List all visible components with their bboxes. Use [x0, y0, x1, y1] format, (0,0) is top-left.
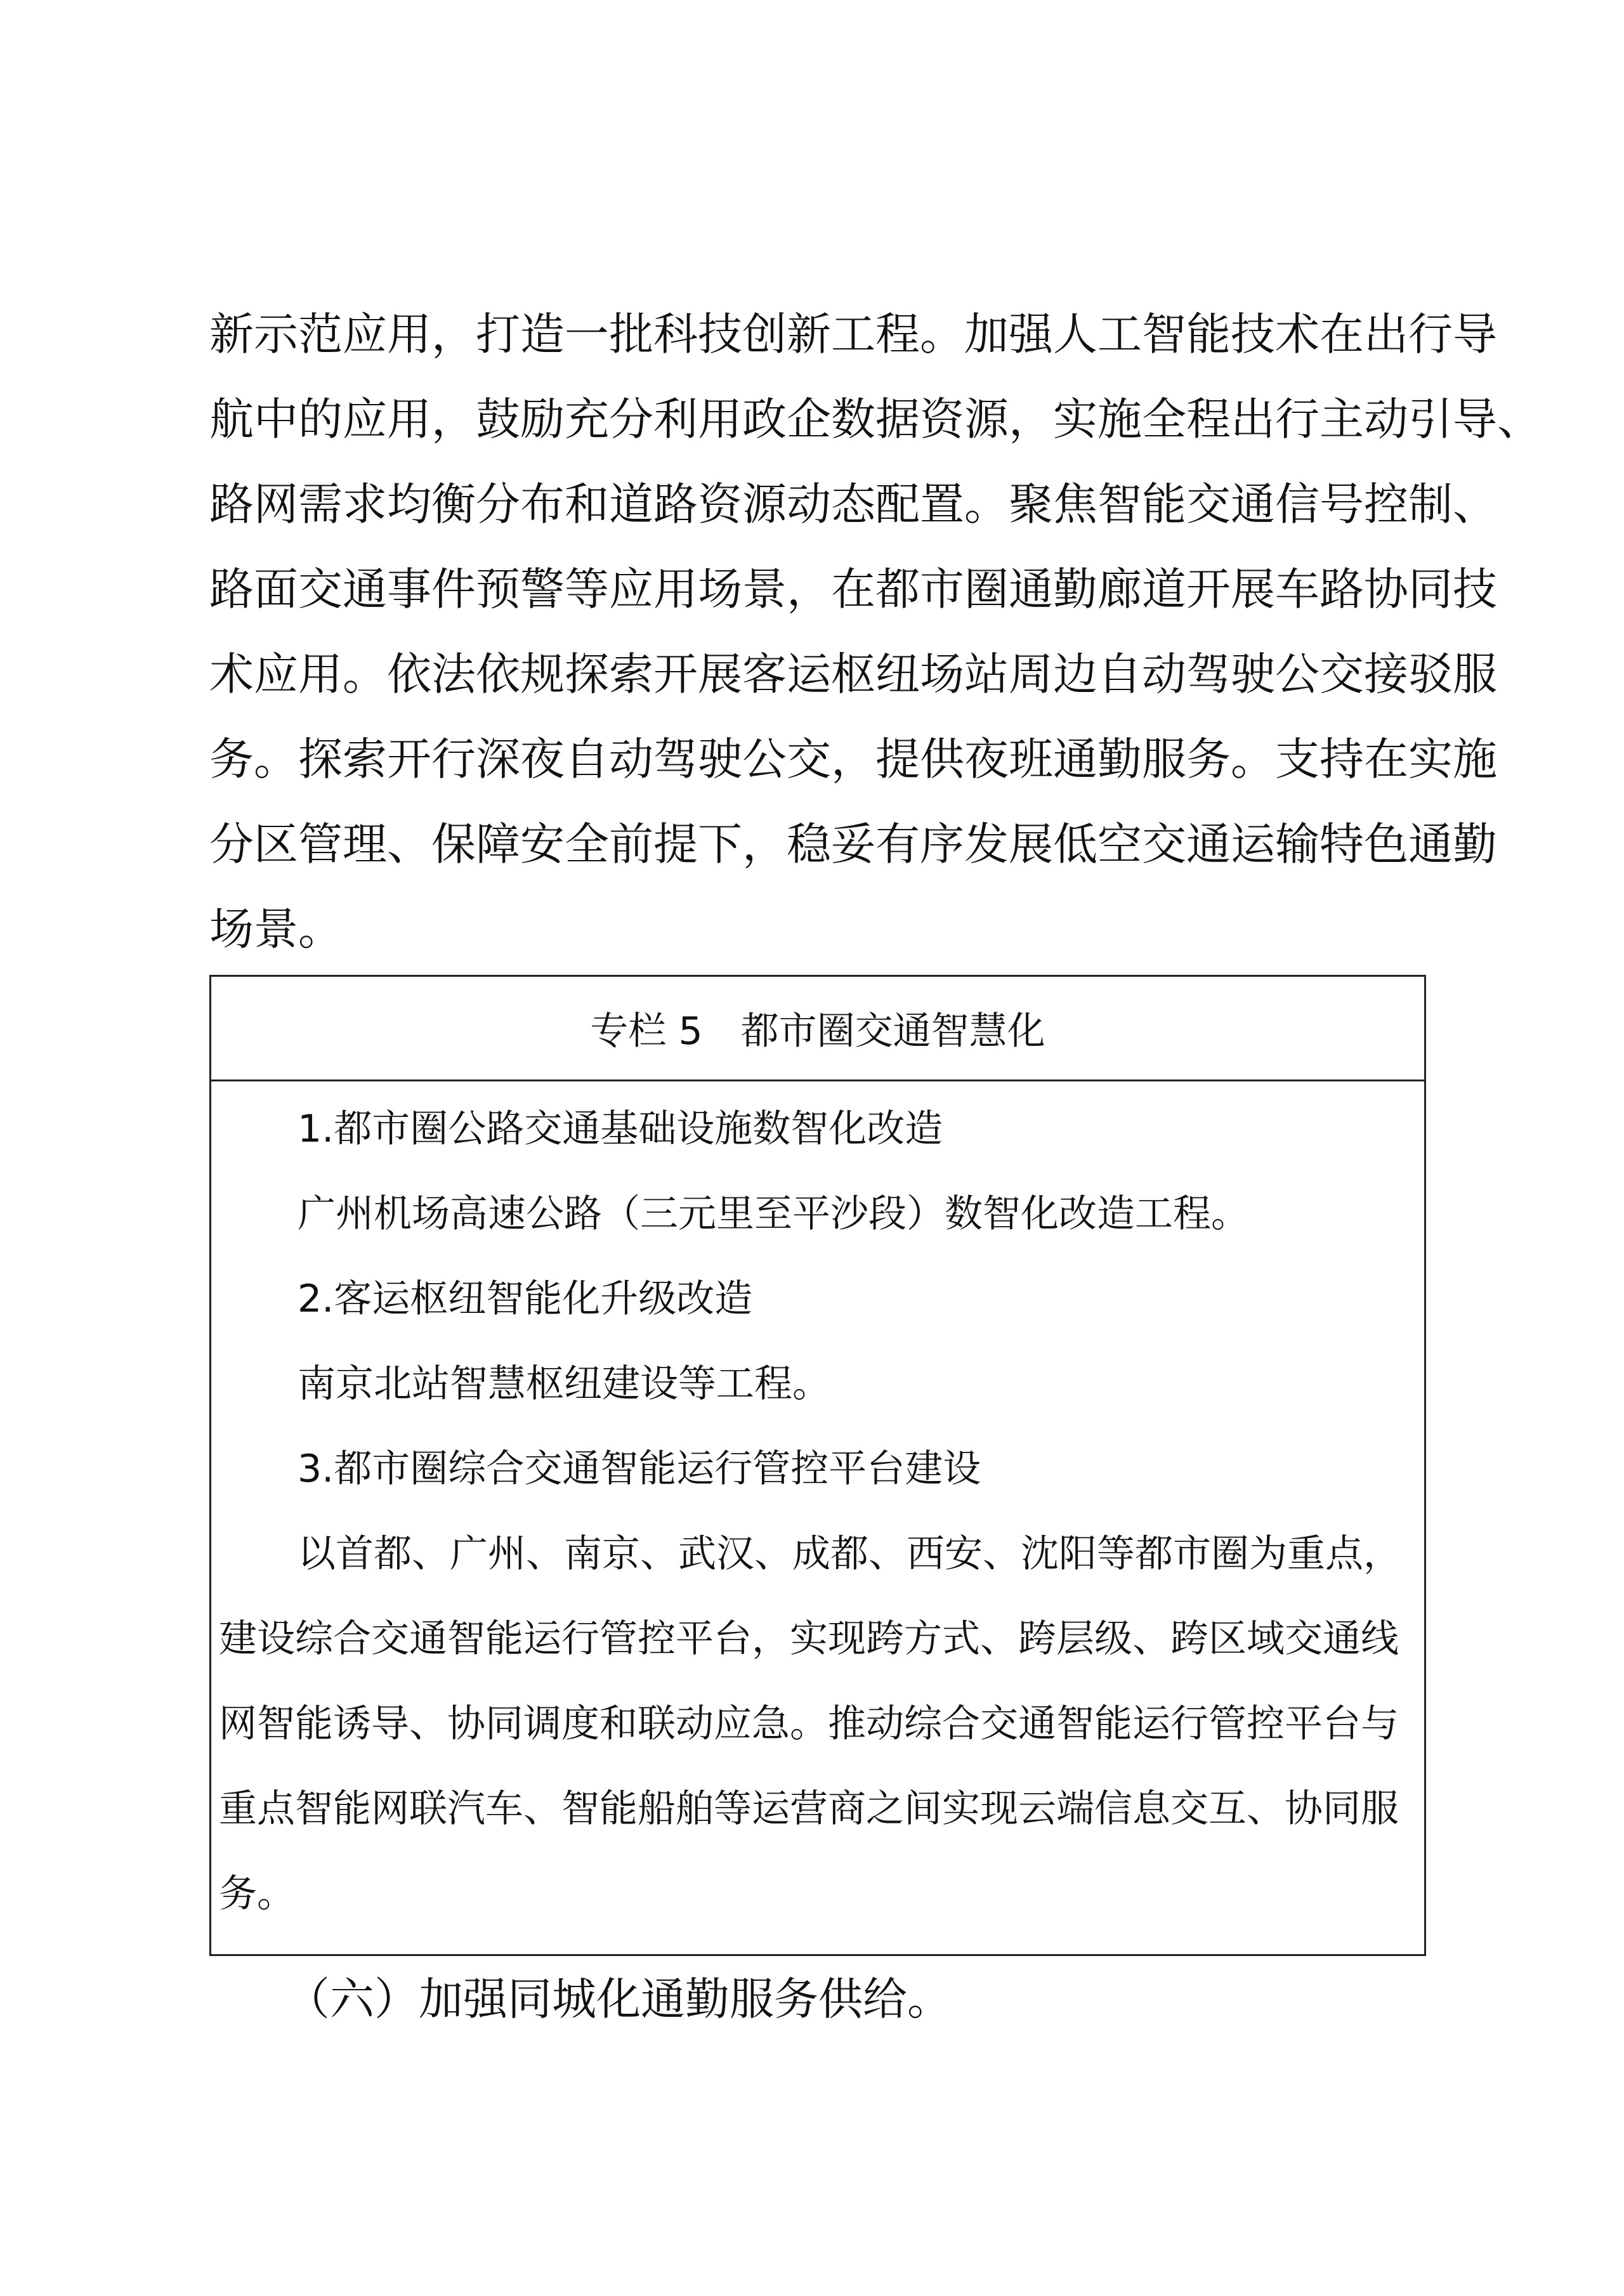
body-line: 航中的应用，鼓励充分利用政企数据资源，实施全程出行主动引导、 — [209, 393, 1542, 445]
box-line: 建设综合交通智能运行管控平台，实现跨方式、跨层级、跨区域交通线 — [219, 1617, 1399, 1661]
column-box-title: 专栏 5 都市圈交通智慧化 — [211, 977, 1424, 1081]
body-line: 路面交通事件预警等应用场景，在都市圈通勤廊道开展车路协同技 — [209, 563, 1497, 615]
box-line: 2.客运枢纽智能化升级改造 — [298, 1277, 753, 1321]
box-line: 网智能诱导、协同调度和联动应急。推动综合交通智能运行管控平台与 — [219, 1702, 1399, 1746]
box-line: 重点智能网联汽车、智能船舶等运营商之间实现云端信息交互、协同服 — [219, 1787, 1399, 1831]
body-line: 新示范应用，打造一批科技创新工程。加强人工智能技术在出行导 — [209, 308, 1497, 360]
box-line: 务。 — [219, 1872, 295, 1916]
body-paragraph — [209, 292, 1542, 972]
box-line: 1.都市圈公路交通基础设施数智化改造 — [298, 1107, 943, 1151]
body-line: 务。探索开行深夜自动驾驶公交，提供夜班通勤服务。支持在实施 — [209, 733, 1497, 785]
section-heading: （六）加强同城化通勤服务供给。 — [285, 1973, 952, 2025]
box-line: 广州机场高速公路（三元里至平沙段）数智化改造工程。 — [298, 1192, 1249, 1236]
column-box — [209, 975, 1426, 1956]
box-line: 南京北站智慧枢纽建设等工程。 — [298, 1362, 830, 1406]
body-line: 术应用。依法依规探索开展客运枢纽场站周边自动驾驶公交接驳服 — [209, 648, 1497, 700]
box-line: 以首都、广州、南京、武汉、成都、西安、沈阳等都市圈为重点， — [298, 1532, 1401, 1576]
column-box-body — [211, 1081, 1424, 1936]
box-line: 3.都市圈综合交通智能运行管控平台建设 — [298, 1447, 981, 1491]
body-line: 路网需求均衡分布和道路资源动态配置。聚焦智能交通信号控制、 — [209, 478, 1497, 530]
body-line: 场景。 — [209, 903, 343, 955]
body-line: 分区管理、保障安全前提下，稳妥有序发展低空交通运输特色通勤 — [209, 818, 1497, 870]
